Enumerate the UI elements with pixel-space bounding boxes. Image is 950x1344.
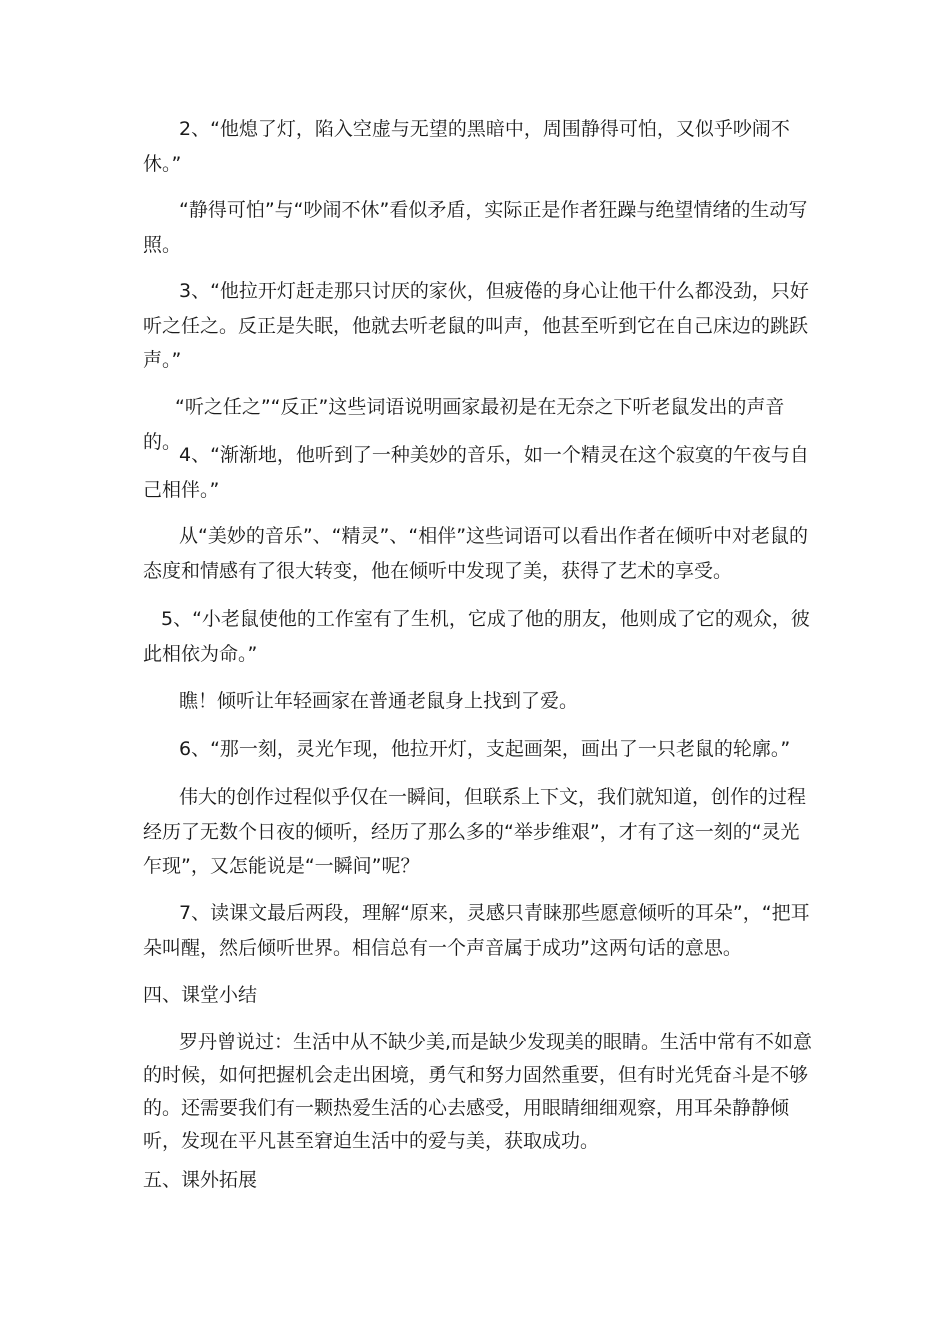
analysis-paragraph-5: 瞧！倾听让年轻画家在普通老鼠身上找到了爱。 — [179, 690, 579, 712]
quote-paragraph-3: 3、“他拉开灯赶走那只讨厌的家伙，但疲倦的身心让他干什么都没劲，只好听之任之。反正是失眠，他就去听老鼠的叫声，他甚至听到它在自己床边的跳跃声。” — [143, 280, 809, 371]
analysis-paragraph-3: “听之任之”“反正”这些词语说明画家最初是在无奈之下听老鼠发出的声音的。 — [143, 396, 785, 453]
quote-paragraph-5: 5、“小老鼠使他的工作室有了生机，它成了他的朋友，他则成了它的观众，彼此相依为命。” — [143, 608, 810, 665]
analysis-paragraph-2: “静得可怕”与“吵闹不休”看似矛盾，实际正是作者狂躁与绝望情绪的生动写照。 — [143, 199, 808, 256]
section-heading-extension: 五、课外拓展 — [143, 1169, 258, 1191]
quote-paragraph-6: 6、“那一刻，灵光乍现，他拉开灯，支起画架，画出了一只老鼠的轮廓。” — [179, 738, 791, 760]
section-heading-summary: 四、课堂小结 — [143, 984, 258, 1006]
analysis-paragraph-4: 从“美妙的音乐”、“精灵”、“相伴”这些词语可以看出作者在倾听中对老鼠的态度和情感有了很大转变，他在倾听中发现了美，获得了艺术的享受。 — [143, 525, 809, 582]
summary-paragraph: 罗丹曾说过：生活中从不缺少美,而是缺少发现美的眼睛。生活中常有不如意的时候，如何把握机会走出困境，勇气和努力固然重要，但有时光凭奋斗是不够的。还需要我们有一颗热爱生活的心去感受，用眼睛细细观察，用耳朵静静倾听，发现在平凡甚至窘迫生活中的爱与美，获取成功。 — [143, 1031, 813, 1152]
quote-paragraph-2: 2、“他熄了灯，陷入空虚与无望的黑暗中，周围静得可怕，又似乎吵闹不休。” — [143, 118, 790, 175]
analysis-paragraph-6: 伟大的创作过程似乎仅在一瞬间，但联系上下文，我们就知道，创作的过程经历了无数个日夜的倾听，经历了那么多的“举步维艰”，才有了这一刻的“灵光乍现”，又怎能说是“一瞬间”呢？ — [143, 786, 807, 877]
quote-paragraph-4: 4、“渐渐地，他听到了一种美妙的音乐，如一个精灵在这个寂寞的午夜与自己相伴。” — [143, 444, 809, 501]
question-paragraph-7: 7、读课文最后两段，理解“原来，灵感只青睐那些愿意倾听的耳朵”，“把耳朵叫醒，然后倾听世界。相信总有一个声音属于成功”这两句话的意思。 — [143, 902, 810, 959]
